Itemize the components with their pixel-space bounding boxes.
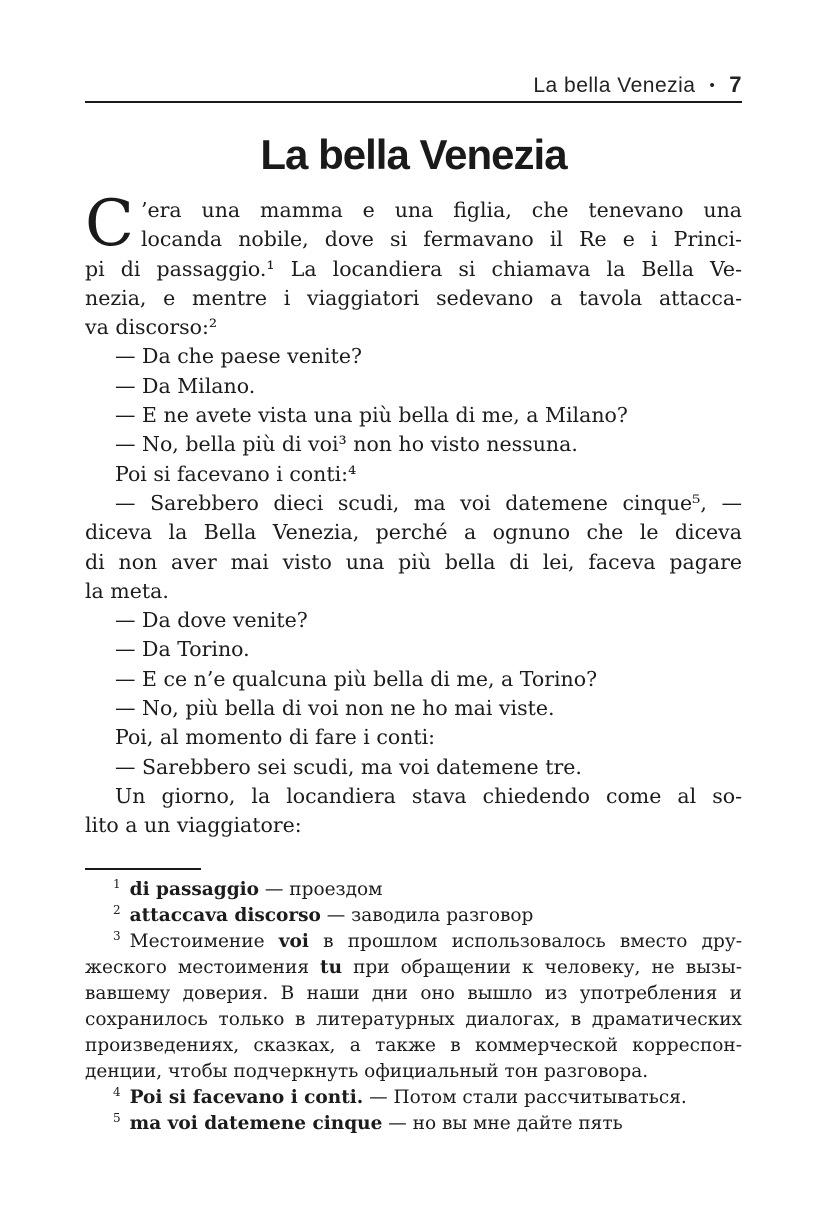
paragraph: [85, 782, 742, 841]
text-line: la meta.: [85, 578, 169, 603]
running-header-title: La bella Venezia: [533, 74, 696, 97]
text-line: — Da Milano.: [115, 373, 256, 398]
paragraph: [85, 606, 742, 635]
footnote-line: [85, 981, 742, 1007]
footnote-number: 3: [113, 929, 121, 943]
text-line: va discorso:²: [85, 315, 218, 340]
text-line: — E ne avete vista una più bella di me, a Milano?: [115, 403, 628, 428]
footnote-text: сохранилось только в литературных диалогах, в драматических: [85, 1009, 742, 1030]
footnote-text: — заводила разговор: [320, 905, 534, 926]
footnote-line: [85, 1111, 742, 1137]
paragraph: [85, 401, 742, 430]
text-line: — No, bella più di voi³ non ho visto nessuna.: [115, 432, 578, 457]
paragraph: [85, 665, 742, 694]
footnote-line: [85, 903, 742, 929]
footnote-text: в прошлом использовалось вместо дру-: [308, 931, 742, 952]
text-line: Poi si facevano i conti:⁴: [115, 461, 357, 486]
footnote-term: ma voi datemene cinque: [129, 1113, 383, 1134]
footnote-line: [85, 1007, 742, 1033]
paragraph: [85, 342, 742, 371]
page-number: 7: [729, 72, 742, 97]
footnote-text: Местоимение: [129, 931, 279, 952]
footnote-line: [85, 1085, 742, 1111]
footnote-item: [85, 1085, 742, 1111]
footnote-line: [85, 1033, 742, 1059]
footnote-rule: [85, 868, 201, 870]
footnote-term: di passaggio: [129, 879, 260, 900]
running-header: [85, 72, 742, 98]
text-line: pi di passaggio.¹ La locandiera si chiamava la Bella Ve-: [85, 256, 742, 281]
footnote-item: [85, 1111, 742, 1137]
paragraph: [85, 723, 742, 752]
header-bullet-separator: •: [709, 77, 716, 94]
text-line: — Da Torino.: [115, 637, 250, 662]
footnote-text: вавшему доверия. В наши дни оно вышло из употребления и: [85, 983, 742, 1004]
text-line: ’era una mamma e una figlia, che tenevano una: [140, 198, 742, 222]
text-line: locanda nobile, dove si fermavano il Re e i Princi-: [140, 227, 742, 252]
text-line: — Da dove venite?: [115, 608, 308, 633]
footnote-text: денции, чтобы подчеркнуть официальный тон разговора.: [85, 1061, 649, 1082]
text-line: — E ce n’e qualcuna più bella di me, a Torino?: [115, 666, 598, 691]
text-line: — Sarebbero sei scudi, ma voi datemene tre.: [115, 754, 582, 779]
paragraph: [85, 635, 742, 664]
text-line: — Sarebbero dieci scudi, ma voi datemene cinque⁵, —: [115, 490, 742, 515]
text-line: nezia, e mentre i viaggiatori sedevano a tavola attacca-: [85, 285, 742, 310]
chapter-title: La bella Venezia: [260, 131, 567, 178]
footnote-item: [85, 877, 742, 903]
text-line: Poi, al momento di fare i conti:: [115, 725, 436, 750]
footnote-line: [85, 1059, 742, 1085]
story-text: [85, 187, 742, 841]
footnote-term: attaccava discorso: [129, 905, 321, 926]
text-line: diceva la Bella Venezia, perché a ognuno che le diceva: [85, 520, 742, 545]
paragraph: [85, 753, 742, 782]
footnote-item: [85, 903, 742, 929]
text-line: di non aver mai visto una più bella di lei, faceva pagare: [85, 549, 742, 574]
footnotes-list: [85, 877, 742, 1137]
footnote-term: tu: [320, 957, 343, 978]
footnote-text: — проездом: [259, 879, 383, 900]
paragraph: [85, 489, 742, 606]
footnote-item: [85, 929, 742, 1085]
footnote-number: 5: [113, 1111, 121, 1125]
footnote-text: — но вы мне дайте пять: [382, 1113, 623, 1134]
footnote-number: 4: [113, 1085, 121, 1099]
footnote-number: 2: [113, 903, 121, 917]
footnote-term: voi: [278, 931, 309, 952]
footnote-line: [85, 955, 742, 981]
header-rule: [85, 101, 742, 103]
text-line: — No, più bella di voi non ne ho mai viste.: [115, 696, 555, 721]
footnote-line: [85, 929, 742, 955]
paragraph: [85, 372, 742, 401]
text-line: Un giorno, la locandiera stava chiedendo come al so-: [115, 783, 742, 808]
footnote-term: Poi si facevano i conti.: [129, 1087, 364, 1108]
footnote-line: [85, 877, 742, 903]
footnote-text: — Потом стали рассчитываться.: [363, 1087, 687, 1108]
footnote-text: произведениях, сказках, а также в коммерческой корреспон-: [85, 1035, 742, 1056]
paragraph: [85, 460, 742, 489]
paragraph: [85, 187, 742, 342]
footnote-text: жеского местоимения: [85, 957, 321, 978]
text-line: — Da che paese venite?: [115, 344, 363, 369]
footnote-number: 1: [113, 877, 121, 891]
drop-cap: C: [85, 187, 134, 261]
paragraph: [85, 430, 742, 459]
paragraph: [85, 694, 742, 723]
footnote-text: при обращении к человеку, не вызы-: [342, 957, 742, 978]
text-line: lito a un viaggiatore:: [85, 813, 302, 838]
